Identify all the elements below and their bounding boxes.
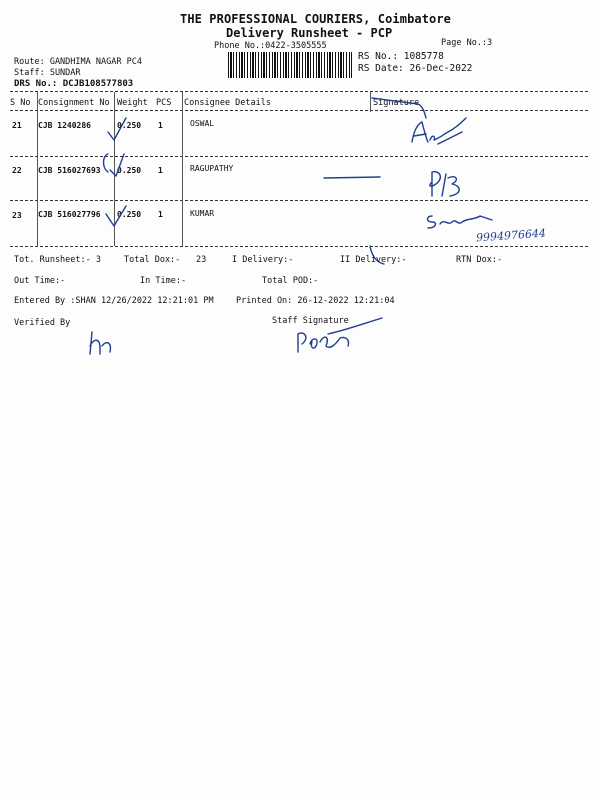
total-dox-value: 23	[196, 255, 207, 265]
route-label: Route: GANDHIMA NAGAR PC4	[14, 57, 142, 67]
column-divider	[182, 92, 183, 246]
row-consignment-no: CJB 1240286	[38, 121, 91, 130]
rs-date: RS Date: 26-Dec-2022	[358, 63, 473, 74]
staff-signature-label: Staff Signature	[272, 316, 349, 326]
entered-by: Entered By :SHAN 12/26/2022 12:21:01 PM	[14, 296, 214, 306]
row-consignee: OSWAL	[190, 119, 215, 128]
column-header-pcs: PCS	[156, 98, 172, 108]
signature-ragupathy	[320, 166, 500, 206]
page-number: Page No.:3	[441, 38, 493, 48]
document-title: Delivery Runsheet - PCP	[226, 26, 393, 40]
column-header-weight: Weight	[117, 98, 148, 108]
column-header-signature: Signature	[373, 98, 420, 108]
row-consignment-no: CJB 516027796	[38, 210, 101, 219]
company-name: THE PROFESSIONAL COURIERS, Coimbatore	[180, 12, 452, 26]
signature-kumar	[422, 212, 504, 232]
row-sno: 22	[12, 166, 22, 175]
verified-by-label: Verified By	[14, 318, 71, 328]
tick-marks-handwritten	[100, 110, 140, 240]
column-header-consignee: Consignee Details	[184, 98, 271, 108]
table-top-rule	[10, 91, 588, 92]
staff-label: Staff: SUNDAR	[14, 68, 81, 78]
row-sno: 21	[12, 121, 22, 130]
staff-signature	[290, 314, 390, 358]
first-delivery-label: I Delivery:-	[232, 255, 294, 265]
total-dox-label: Total Dox:-	[124, 255, 181, 265]
phone-number: Phone No.:0422-3505555	[214, 41, 327, 51]
row-pcs: 1	[158, 121, 163, 130]
row-consignee: KUMAR	[190, 209, 215, 218]
row-sno: 23	[12, 211, 22, 220]
row-separator	[10, 156, 588, 157]
rs-number: RS No.: 1085778	[358, 51, 444, 62]
row-pcs: 1	[158, 210, 163, 219]
row-weight: 0.250	[117, 121, 142, 130]
row-weight: 0.250	[117, 210, 142, 219]
printed-on: Printed On: 26-12-2022 12:21:04	[236, 296, 395, 306]
signature-arrow-mark	[366, 96, 436, 126]
rtn-dox-label: RTN Dox:-	[456, 255, 503, 265]
table-bottom-rule	[10, 246, 588, 247]
total-pod-label: Total POD:-	[262, 276, 319, 286]
out-time-label: Out Time:-	[14, 276, 66, 286]
row-weight: 0.250	[117, 166, 142, 175]
table-header-rule	[10, 110, 588, 111]
row-consignee: RAGUPATHY	[190, 164, 234, 173]
second-delivery-label: II Delivery:-	[340, 255, 407, 265]
column-header-consignment: Consignment No	[38, 98, 110, 108]
row-pcs: 1	[158, 166, 163, 175]
verifier-signature	[84, 328, 124, 358]
barcode-image	[228, 52, 352, 78]
drs-number: DRS No.: DCJB108577803	[14, 79, 134, 89]
row-separator	[10, 200, 588, 201]
handwritten-phone-number: 9994976644	[475, 226, 547, 245]
column-header-sno: S No	[10, 98, 31, 108]
row-consignment-no: CJB 516027693	[38, 166, 101, 175]
in-time-label: In Time:-	[140, 276, 187, 286]
total-runsheet: Tot. Runsheet:- 3	[14, 255, 101, 265]
